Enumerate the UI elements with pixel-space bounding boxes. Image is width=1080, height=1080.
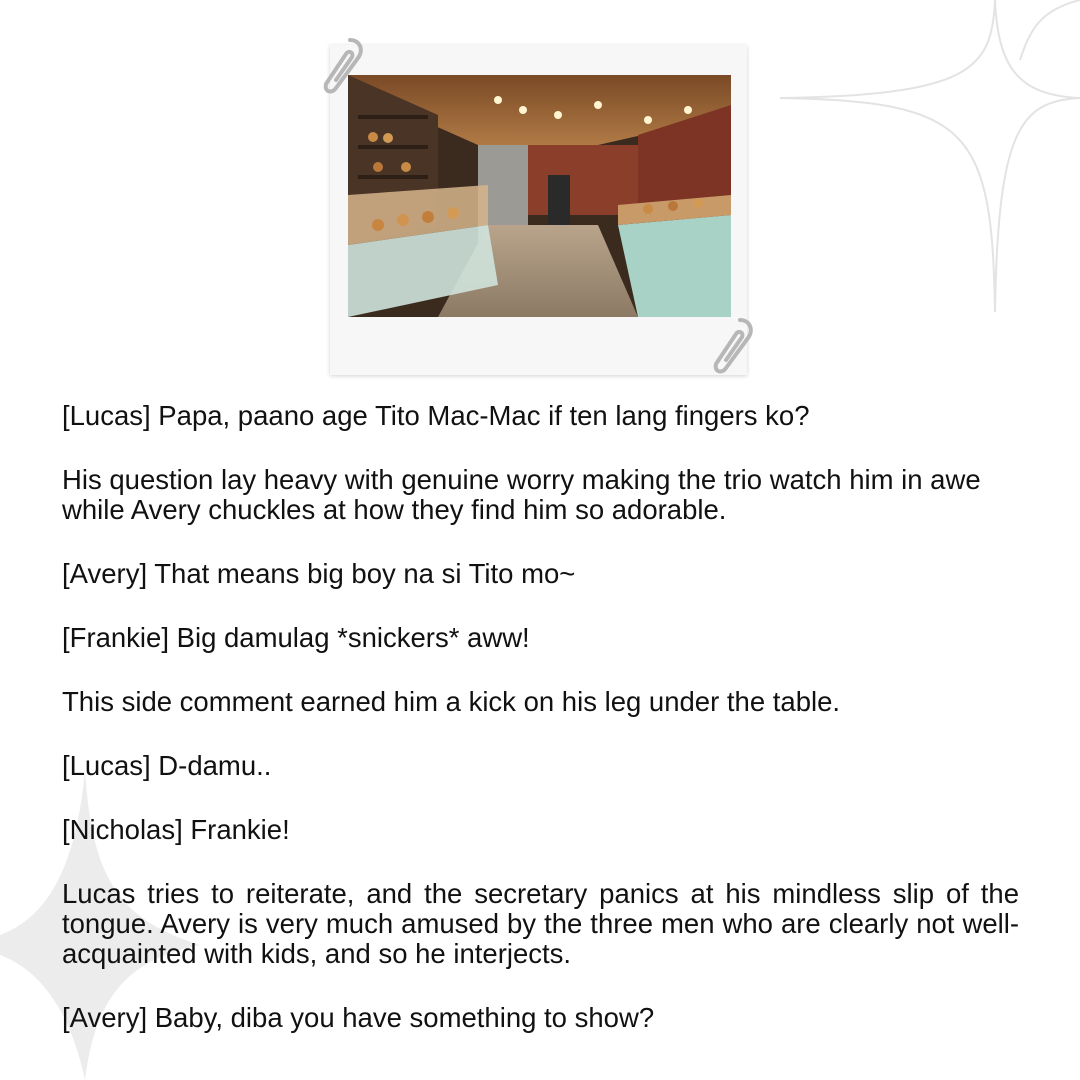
narration-paragraph: This side comment earned him a kick on his leg under the table. [62,686,841,717]
paperclip-bottom-icon [710,316,758,380]
polaroid-frame [330,45,747,375]
dialogue-line-frankie: [Frankie] Big damulag *snickers* aww! [62,622,530,653]
dialogue-line-lucas: [Lucas] D-damu.. [62,750,272,781]
bakery-illustration [348,75,731,317]
narration-paragraph: His question lay heavy with genuine worry making the trio watch him in awe while Avery chuckles at how they find him so adorable. [62,464,981,525]
dialogue-line-avery: [Avery] Baby, diba you have something to show? [62,1002,655,1033]
dialogue-line-nicholas: [Nicholas] Frankie! [62,814,290,845]
story-text [62,401,1019,1067]
paperclip-top-icon [320,36,368,100]
bakery-interior-photo [348,75,731,317]
dialogue-line-lucas: [Lucas] Papa, paano age Tito Mac-Mac if ten lang fingers ko? [62,400,810,431]
dialogue-line-avery: [Avery] That means big boy na si Tito mo~ [62,558,576,589]
narration-paragraph: Lucas tries to reiterate, and the secretary panics at his mindless slip of the tongue. Avery is very much amused by the three men who are clearly not well-acquainted with kids, and so he interjects. [62,878,1019,969]
sparkle-outline-icon [780,0,1080,320]
